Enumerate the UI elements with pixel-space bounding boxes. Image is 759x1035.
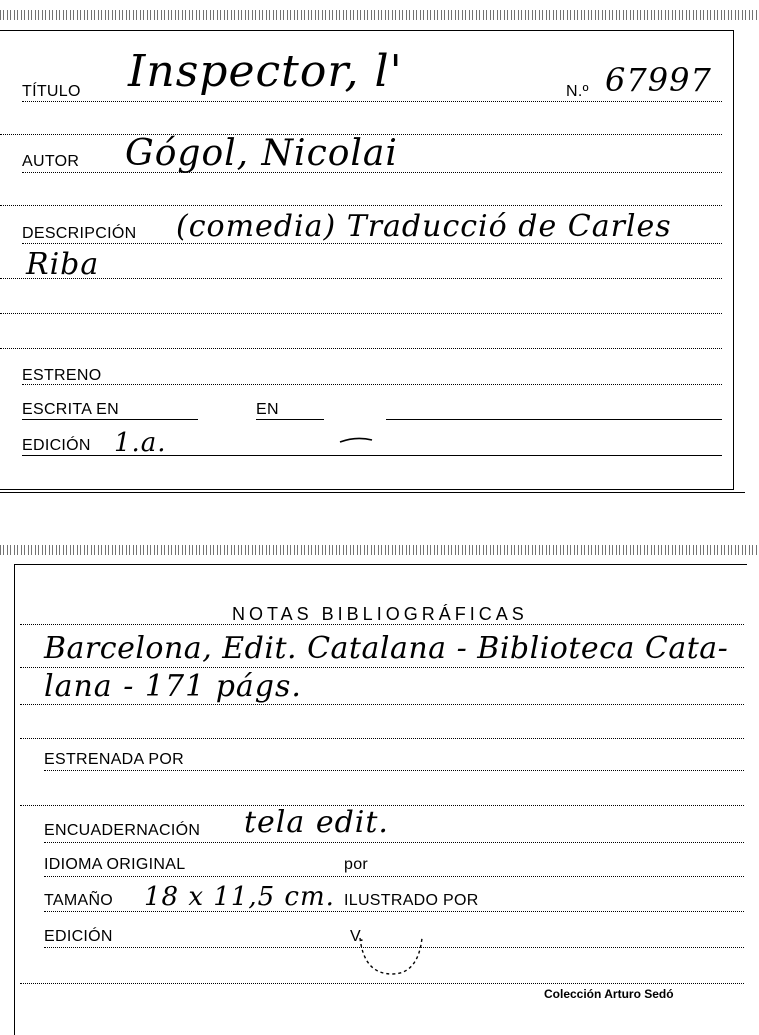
blank-line-6: [20, 983, 744, 984]
estrenada-label: ESTRENADA POR: [44, 751, 184, 768]
numero-label: N.º: [566, 83, 589, 100]
tamano-line: [44, 911, 744, 912]
estreno-label: ESTRENO: [22, 367, 102, 384]
card-1-bottom-edge: [0, 492, 745, 493]
edicion-label: EDICIÓN: [22, 437, 91, 454]
escrita-label: ESCRITA EN: [22, 401, 119, 418]
scan-noise-top: [0, 10, 759, 20]
notas-heading: NOTAS BIBLIOGRÁFICAS: [232, 604, 528, 624]
descripcion-line: [22, 243, 722, 244]
blank-line-3: [0, 313, 722, 314]
v-label: V.: [350, 928, 365, 945]
tamano-value: 18 x 11,5 cm.: [144, 882, 335, 912]
encuadernacion-value: tela edit.: [244, 805, 389, 840]
autor-line: [22, 172, 722, 173]
blank-line-4: [0, 348, 722, 349]
scan-noise-middle: [0, 545, 759, 555]
catalog-card-1: [0, 30, 734, 490]
titulo-value: Inspector, l': [128, 46, 403, 97]
edicion-label-2: EDICIÓN: [44, 928, 113, 945]
blank-line-2: [0, 205, 722, 206]
descripcion-value: (comedia) Traducció de Carles: [176, 209, 672, 244]
punch-hole-arc: [356, 934, 426, 980]
edicion-value: 1.a.: [114, 428, 167, 458]
en-line: [256, 419, 324, 420]
notes-line-1: Barcelona, Edit. Catalana - Biblioteca Cata-: [44, 631, 729, 666]
titulo-label: TÍTULO: [22, 83, 81, 100]
numero-value: 67997: [605, 61, 712, 99]
escrita-line: [22, 419, 198, 420]
titulo-line: [22, 101, 722, 102]
ink-mark: [338, 432, 374, 446]
encuadernacion-label: ENCUADERNACIÓN: [44, 822, 201, 839]
ilustrado-label: ILUSTRADO POR: [344, 892, 479, 909]
escrita-line-right: [386, 419, 722, 420]
descripcion-label: DESCRIPCIÓN: [22, 225, 137, 242]
encuadernacion-line: [44, 842, 744, 843]
edicion-line: [22, 455, 722, 456]
notes-rule-2: [20, 704, 744, 705]
autor-value: Gógol, Nicolai: [125, 133, 398, 174]
notes-rule-1: [20, 667, 744, 668]
idioma-label: IDIOMA ORIGINAL: [44, 856, 186, 873]
estreno-line: [22, 384, 722, 385]
por-label: por: [344, 856, 369, 873]
en-label: EN: [256, 401, 279, 418]
descripcion-value-2: Riba: [26, 247, 100, 282]
idioma-line: [44, 876, 744, 877]
notes-rule-3: [20, 738, 744, 739]
estrenada-line: [44, 770, 744, 771]
tamano-label: TAMAÑO: [44, 892, 114, 909]
autor-label: AUTOR: [22, 153, 80, 170]
notes-line-2: lana - 171 págs.: [44, 669, 302, 704]
collection-footer: Colección Arturo Sedó: [544, 987, 674, 1001]
heading-line: [20, 624, 744, 625]
descripcion-line-2: [0, 278, 722, 279]
